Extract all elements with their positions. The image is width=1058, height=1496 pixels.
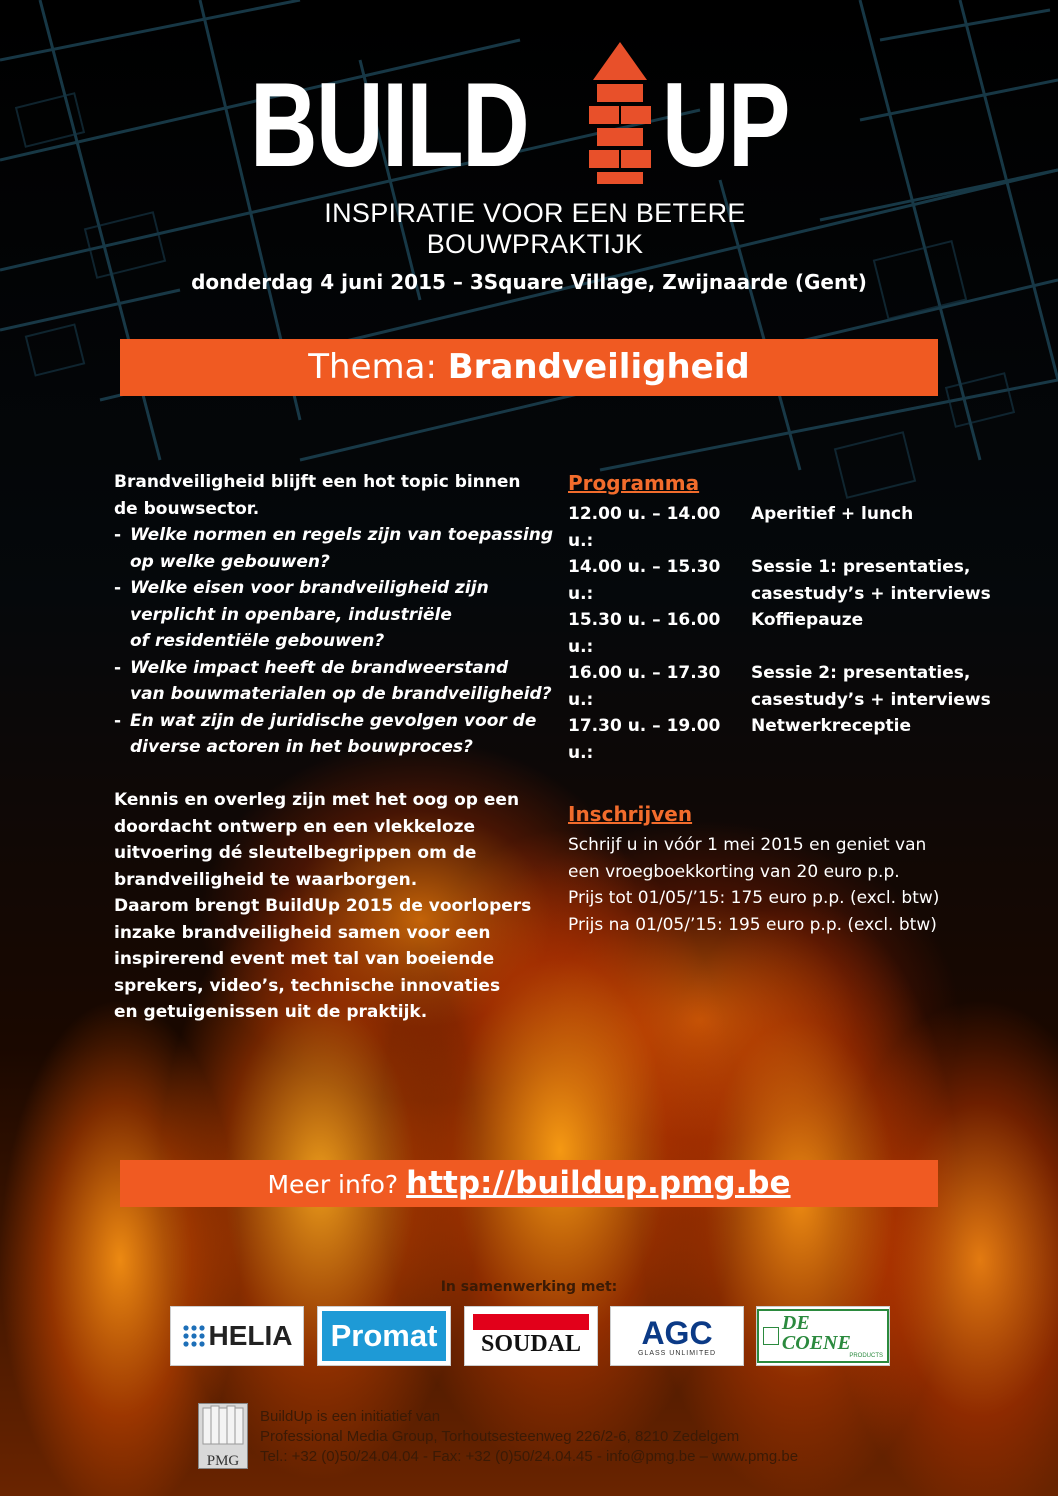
intro-line: de bouwsector. <box>114 498 260 519</box>
helia-logo: HELIA <box>170 1306 304 1366</box>
program-row: 12.00 u. – 14.00 u.: Aperitief + lunch <box>568 504 914 551</box>
intro-line: Brandveiligheid blijft een hot topic binnen <box>114 472 521 492</box>
theme-value: Brandveiligheid <box>447 347 750 387</box>
program-row: 15.30 u. – 16.00 u.: Koffiepauze <box>568 610 864 657</box>
event-date-location: donderdag 4 juni 2015 – 3Square Village, Zwijnaarde (Gent) <box>191 270 867 294</box>
intro-column <box>114 469 554 1026</box>
website-link[interactable]: http://buildup.pmg.be <box>406 1165 791 1201</box>
program-table <box>568 501 998 766</box>
promat-logo: Promat <box>317 1306 451 1366</box>
pmg-pages-icon <box>199 1404 247 1448</box>
inschrijven-heading: Inschrijven <box>568 802 693 826</box>
logo-up-text: UP <box>662 58 789 192</box>
question-item: - Welke impact heeft de brandweerstand van bouwmaterialen op de brandveiligheid? <box>114 655 554 708</box>
logo-build-text: BUILD <box>250 58 529 192</box>
info-banner <box>120 1160 938 1207</box>
info-label: Meer info? <box>267 1170 399 1199</box>
footer <box>198 1403 898 1473</box>
program-row: 17.30 u. – 19.00 u.: Netwerkreceptie <box>568 716 911 763</box>
buildup-logo <box>250 40 820 192</box>
pmg-logo: PMG <box>198 1403 248 1469</box>
question-item: - Welke normen en regels zijn van toepassing op welke gebouwen? <box>114 522 554 575</box>
agc-logo: AGC GLASS UNLIMITED <box>610 1306 744 1366</box>
theme-label: Thema: <box>308 347 437 387</box>
de-coene-logo: DE COENE PRODUCTS <box>756 1306 890 1366</box>
footer-text: BuildUp is een initiatief van Professional Media Group, Torhoutsesteenweg 226/2-6, 8210 Zedelgem Tel.: +32 (0)50/24.04.04 - Fax: +32 (0)50/24.04.45 - info@pmg.be – www.pmg.be <box>260 1408 799 1465</box>
question-item: - En wat zijn de juridische gevolgen voor de diverse actoren in het bouwproces? <box>114 708 554 761</box>
partner-logos <box>170 1306 890 1366</box>
program-row: 14.00 u. – 15.30 u.: Sessie 1: presentaties, casestudy’s + interviews <box>568 557 991 604</box>
soudal-logo: SOUDAL <box>464 1306 598 1366</box>
programma-heading: Programma <box>568 471 700 495</box>
tagline: INSPIRATIE VOOR EEN BETERE BOUWPRAKTIJK <box>324 198 746 259</box>
partners-label: In samenwerking met: <box>440 1279 618 1295</box>
helia-dots-icon <box>182 1324 206 1348</box>
program-column <box>568 469 998 938</box>
question-list <box>114 522 554 761</box>
theme-banner <box>120 339 938 396</box>
de-coene-emblem-icon <box>763 1327 779 1345</box>
brick-arrow-icon <box>585 40 655 185</box>
intro-paragraph: Kennis en overleg zijn met het oog op een doordacht ontwerp en een vlekkeloze uitvoering dé sleutelbegrippen om de brandveiligheid te waarborgen. Daarom brengt BuildUp 2015 de voorlopers inzake brandveiligheid samen voor een inspirerend event met tal van boeiende sprekers, video’s, technische innovaties en getuigenissen uit de praktijk. <box>114 790 532 1022</box>
question-item: - Welke eisen voor brandveiligheid zijn verplicht in openbare, industriële of residentiële gebouwen? <box>114 575 554 655</box>
registration-text: Schrijf u in vóór 1 mei 2015 en geniet van een vroegboekkorting van 20 euro p.p. Prijs tot 01/05/’15: 175 euro p.p. (excl. btw) Prijs na 01/05/’15: 195 euro p.p. (excl. btw) <box>568 835 940 935</box>
program-row: 16.00 u. – 17.30 u.: Sessie 2: presentaties, casestudy’s + interviews <box>568 663 991 710</box>
